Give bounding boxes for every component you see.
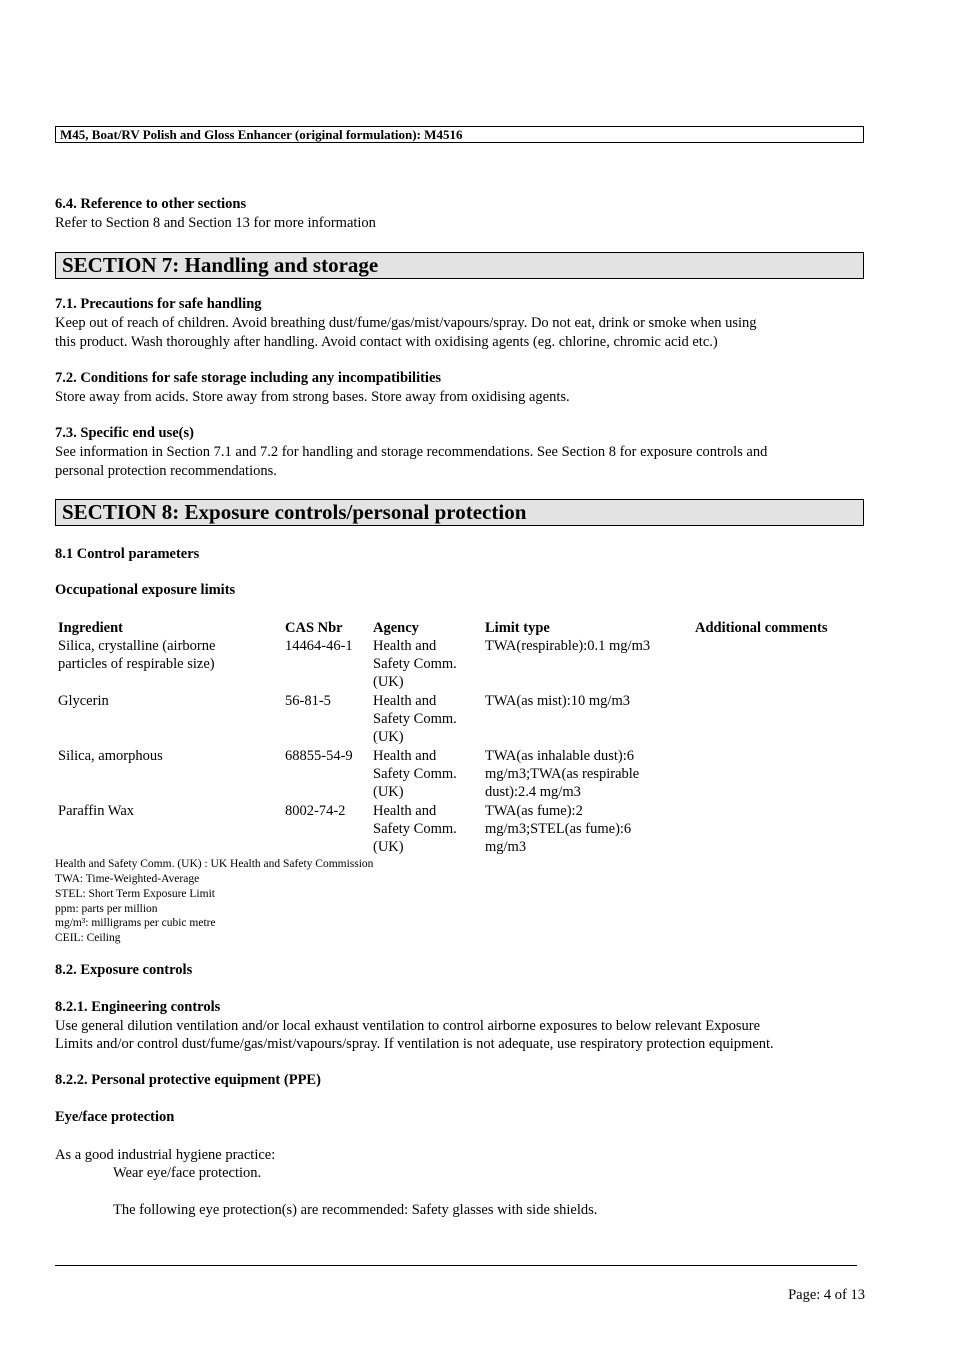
section-8-title: SECTION 8: Exposure controls/personal protection [55, 499, 864, 526]
section-8-2-1-heading: 8.2.1. Engineering controls [55, 999, 221, 1015]
footnote: mg/m³: milligrams per cubic metre [55, 917, 216, 929]
col-header-cas: CAS Nbr [285, 620, 343, 636]
oel-heading: Occupational exposure limits [55, 582, 236, 598]
agency-line: (UK) [373, 784, 404, 800]
limit-line: mg/m3;TWA(as respirable [485, 766, 640, 782]
agency-line: (UK) [373, 729, 404, 745]
section-8-1-heading: 8.1 Control parameters [55, 546, 200, 562]
product-header: M45, Boat/RV Polish and Gloss Enhancer (original formulation): M4516 [55, 126, 864, 143]
section-7-1-heading: 7.1. Precautions for safe handling [55, 296, 262, 312]
agency-line: Health and [373, 748, 437, 764]
footnote: ppm: parts per million [55, 903, 158, 915]
footnote: Health and Safety Comm. (UK) : UK Health and Safety Commission [55, 858, 374, 870]
section-6-4-text: Refer to Section 8 and Section 13 for more information [55, 215, 376, 231]
col-header-limit-type: Limit type [485, 620, 550, 636]
section-7-1-line-2: this product. Wash thoroughly after handling. Avoid contact with oxidising agents (eg. chlorine, chromic acid etc.) [55, 334, 718, 350]
section-7-3-line-1: See information in Section 7.1 and 7.2 for handling and storage recommendations. See Section 8 for exposure controls and [55, 444, 768, 460]
cas-number: 68855-54-9 [285, 748, 353, 764]
section-7-3-line-2: personal protection recommendations. [55, 463, 277, 479]
limit-line: TWA(respirable):0.1 mg/m3 [485, 638, 651, 654]
limit-line: TWA(as inhalable dust):6 [485, 748, 634, 764]
section-8-2-1-line-2: Limits and/or control dust/fume/gas/mist/vapours/spray. If ventilation is not adequate, use respiratory protection equipment. [55, 1036, 774, 1052]
cas-number: 8002-74-2 [285, 803, 346, 819]
eye-item-1: Wear eye/face protection. [113, 1165, 262, 1181]
agency-line: (UK) [373, 674, 404, 690]
agency-line: Safety Comm. [373, 711, 457, 727]
limit-line: mg/m3 [485, 839, 527, 855]
section-7-title: SECTION 7: Handling and storage [55, 252, 864, 279]
ingredient-line: Silica, crystalline (airborne [58, 638, 216, 654]
limit-line: TWA(as mist):10 mg/m3 [485, 693, 630, 709]
footer-rule [55, 1265, 857, 1266]
page-number: Page: 4 of 13 [788, 1287, 865, 1303]
col-header-additional-comments: Additional comments [695, 620, 828, 636]
section-7-1-line-1: Keep out of reach of children. Avoid breathing dust/fume/gas/mist/vapours/spray. Do not eat, drink or smoke when using [55, 315, 757, 331]
agency-line: Safety Comm. [373, 656, 457, 672]
ingredient-line: Glycerin [58, 693, 109, 709]
footnote: CEIL: Ceiling [55, 932, 121, 944]
eye-intro: As a good industrial hygiene practice: [55, 1147, 276, 1163]
ingredient-line: Paraffin Wax [58, 803, 135, 819]
section-7-2-text: Store away from acids. Store away from strong bases. Store away from oxidising agents. [55, 389, 570, 405]
section-7-2-heading: 7.2. Conditions for safe storage including any incompatibilities [55, 370, 442, 386]
agency-line: Health and [373, 638, 437, 654]
limit-line: mg/m3;STEL(as fume):6 [485, 821, 632, 837]
footnote: TWA: Time-Weighted-Average [55, 873, 200, 885]
eye-face-heading: Eye/face protection [55, 1109, 175, 1125]
agency-line: (UK) [373, 839, 404, 855]
section-8-2-1-line-1: Use general dilution ventilation and/or local exhaust ventilation to control airborne exposures to below relevant Exposure [55, 1018, 761, 1034]
ingredient-line: Silica, amorphous [58, 748, 163, 764]
agency-line: Safety Comm. [373, 766, 457, 782]
section-8-2-heading: 8.2. Exposure controls [55, 962, 193, 978]
col-header-agency: Agency [373, 620, 419, 636]
agency-line: Safety Comm. [373, 821, 457, 837]
section-8-2-2-heading: 8.2.2. Personal protective equipment (PPE) [55, 1072, 321, 1088]
cas-number: 56-81-5 [285, 693, 331, 709]
section-7-3-heading: 7.3. Specific end use(s) [55, 425, 194, 441]
col-header-ingredient: Ingredient [58, 620, 123, 636]
agency-line: Health and [373, 803, 437, 819]
eye-item-2: The following eye protection(s) are recommended: Safety glasses with side shields. [113, 1202, 598, 1218]
cas-number: 14464-46-1 [285, 638, 353, 654]
ingredient-line: particles of respirable size) [58, 656, 215, 672]
section-6-4-heading: 6.4. Reference to other sections [55, 196, 247, 212]
footnote: STEL: Short Term Exposure Limit [55, 888, 215, 900]
agency-line: Health and [373, 693, 437, 709]
limit-line: TWA(as fume):2 [485, 803, 583, 819]
limit-line: dust):2.4 mg/m3 [485, 784, 581, 800]
